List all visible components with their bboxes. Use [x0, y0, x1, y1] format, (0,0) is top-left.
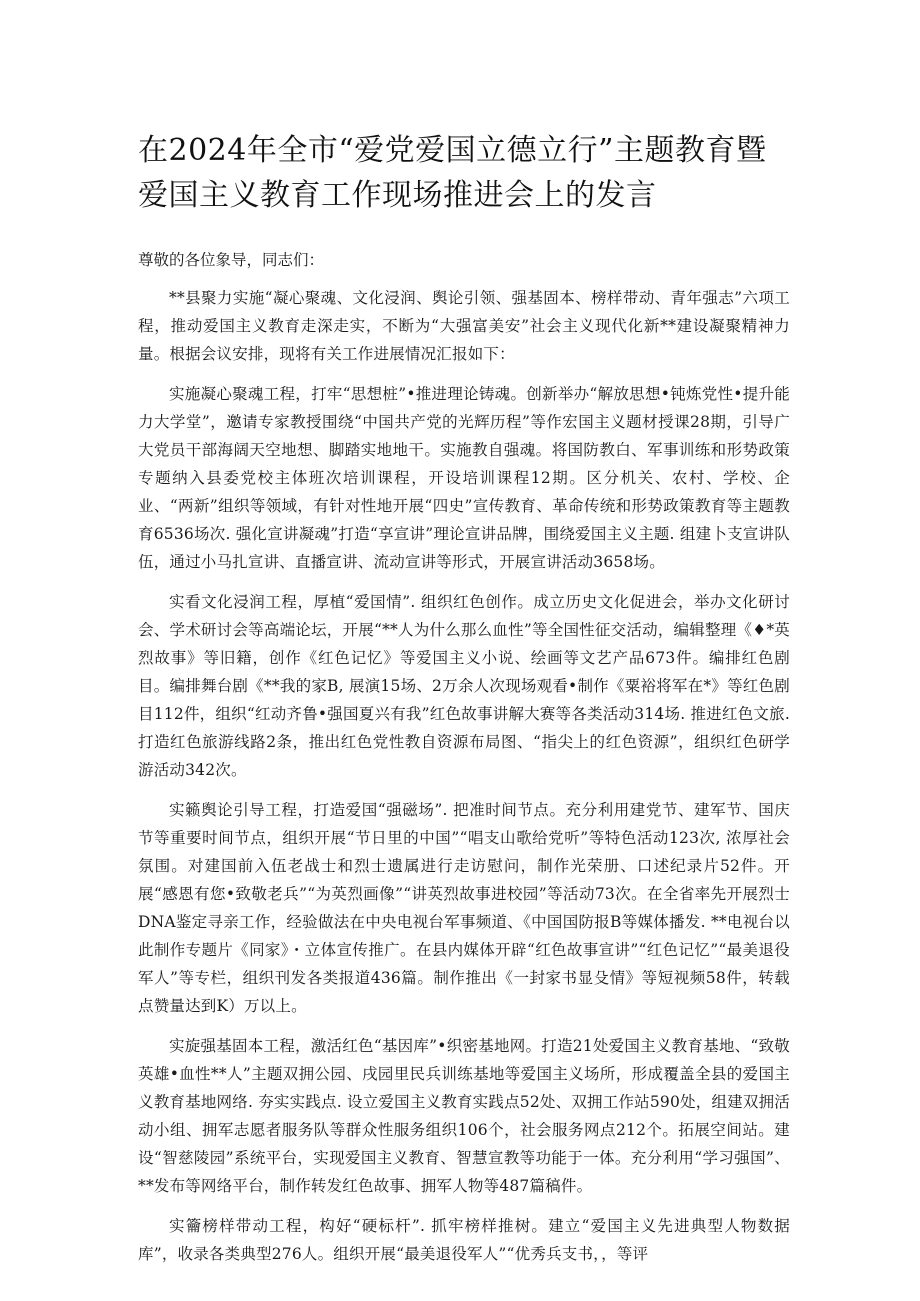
paragraph-qiangji: 实旋强基固本工程，激活红色“基因库”•织密基地网。打造21处爱国主义教育基地、“致敬英雄•血性**人”主题双拥公园、戌园里民兵训练基地等爱国主义场所，形成覆盖全县的爱国主义教育基地网络. 夯实实践点. 设立爱国主义教育实践点52处、双拥工作站590处，组建双拥活动小组、拥军志愿者服务队等群众性服务组织106个，社会服务网点212个。拓展空间站。建设“智慈陵园”系统平台，实现爱国主义教育、智慧宣教等功能于一体。充分利用“学习强国”、**发布等网络平台，制作转发红色故事、拥军人物等487篇稿件。: [138, 1037, 790, 1195]
paragraph-intro: **县聚力实施“凝心聚魂、文化浸润、舆论引领、强基固本、榜样带动、青年强志”六项工程，推动爱国主义教育走深走实，不断为“大强富美安”社会主义现代化新**建设凝聚精神力量。根据会议安排，现将有关工作进展情况汇报如下：: [138, 289, 790, 363]
paragraph-yulun: 实籁舆论引导工程，打造爱国“强磁场”. 把准时间节点。充分利用建党节、建军节、国庆节等重要时间节点，组织开展“节日里的中国”“唱支山歌给党听”等特色活动123次, 浓厚社会氛围。对建国前入伍老战士和烈士遗属进行走访慰问，制作光荣册、口述纪录片52件。开展“感恩有您•致敬老兵”“为英烈画像”“讲英烈故事进校园”等活动73次。在全省率先开展烈士DNA鉴定寻亲工作，经验做法在中央电视台军事频道、《中国国防报B等媒体播发. **电视台以此制作专题片《同家》・立体宣传推广。在县内媒体开辟“红色故事宣讲”“红色记忆”“最美退役军人”等专栏，组织刊发各类报道436篇。制作推出《一封家书显殳情》等短视频58件，转载点赞量达到K）万以上。: [138, 801, 790, 1015]
paragraph-wenhua: 实看文化浸润工程，厚植“爱国情”. 组织红色创作。成立历史文化促进会，举办文化研讨会、学术研讨会等高端论坛，开展“**人为什么那么血性”等全国性征交活动，编辑整理《♦*英烈故事》等旧籍，创作《红色记忆》等爱国主义小说、绘画等文艺产品673件。编排红色剧目。编排舞台剧《**我的家B, 展演15场、2万余人次现场观看•制作《粟裕将军在*》等红色剧目112件，组织“红动齐鲁•强国夏兴有我”红色故事讲解大赛等各类活动314场. 推进红色文旅. 打造红色旅游线路2条，推出红色党性教自资源布局图、“指尖上的红色资源”，组织红色研学游活动342次。: [138, 593, 790, 779]
document-page: [138, 128, 790, 1268]
document-title: 在2024年全市“爱党爱国立德立行”主题教育暨爱国主义教育工作现场推进会上的发言: [138, 133, 767, 213]
paragraph-bangyang: 实籥榜样带动工程，构好“硬标杆”. 抓牢榜样推树。建立“爱国主义先进典型人物数据库”，收录各类典型276人。组织开展“最美退役军人”“优秀兵支书，，等评: [138, 1217, 790, 1263]
paragraph-ningxin: 实施凝心聚魂工程，打牢“思想桩”•推进理论铸魂。创新举办“解放思想•钝炼党性•提升能力大学堂”，邀请专家教授围绕“中国共产党的光辉历程”等作宏国主义题材授课28期，引导广大党员干部海阔天空地想、脚踏实地地干。实施教自强魂。将国防教白、军事训练和形势政策专题纳入县委党校主体班次培训课程，开设培训课程12期。区分机关、农村、学校、企业、“两新”组织等领域，有针对性地开展“四史”宣传教育、革命传统和形势政策教育等主题教育6536场次. 强化宣讲凝魂”打造“享宣讲”理论宣讲品牌，围绕爱国主义主题. 组建卜支宣讲队伍，通过小马扎宣讲、直播宣讲、流动宣讲等形式，开展宣讲活动3658场。: [138, 385, 790, 571]
salutation: 尊敬的各位象导，同志们：: [138, 251, 325, 269]
